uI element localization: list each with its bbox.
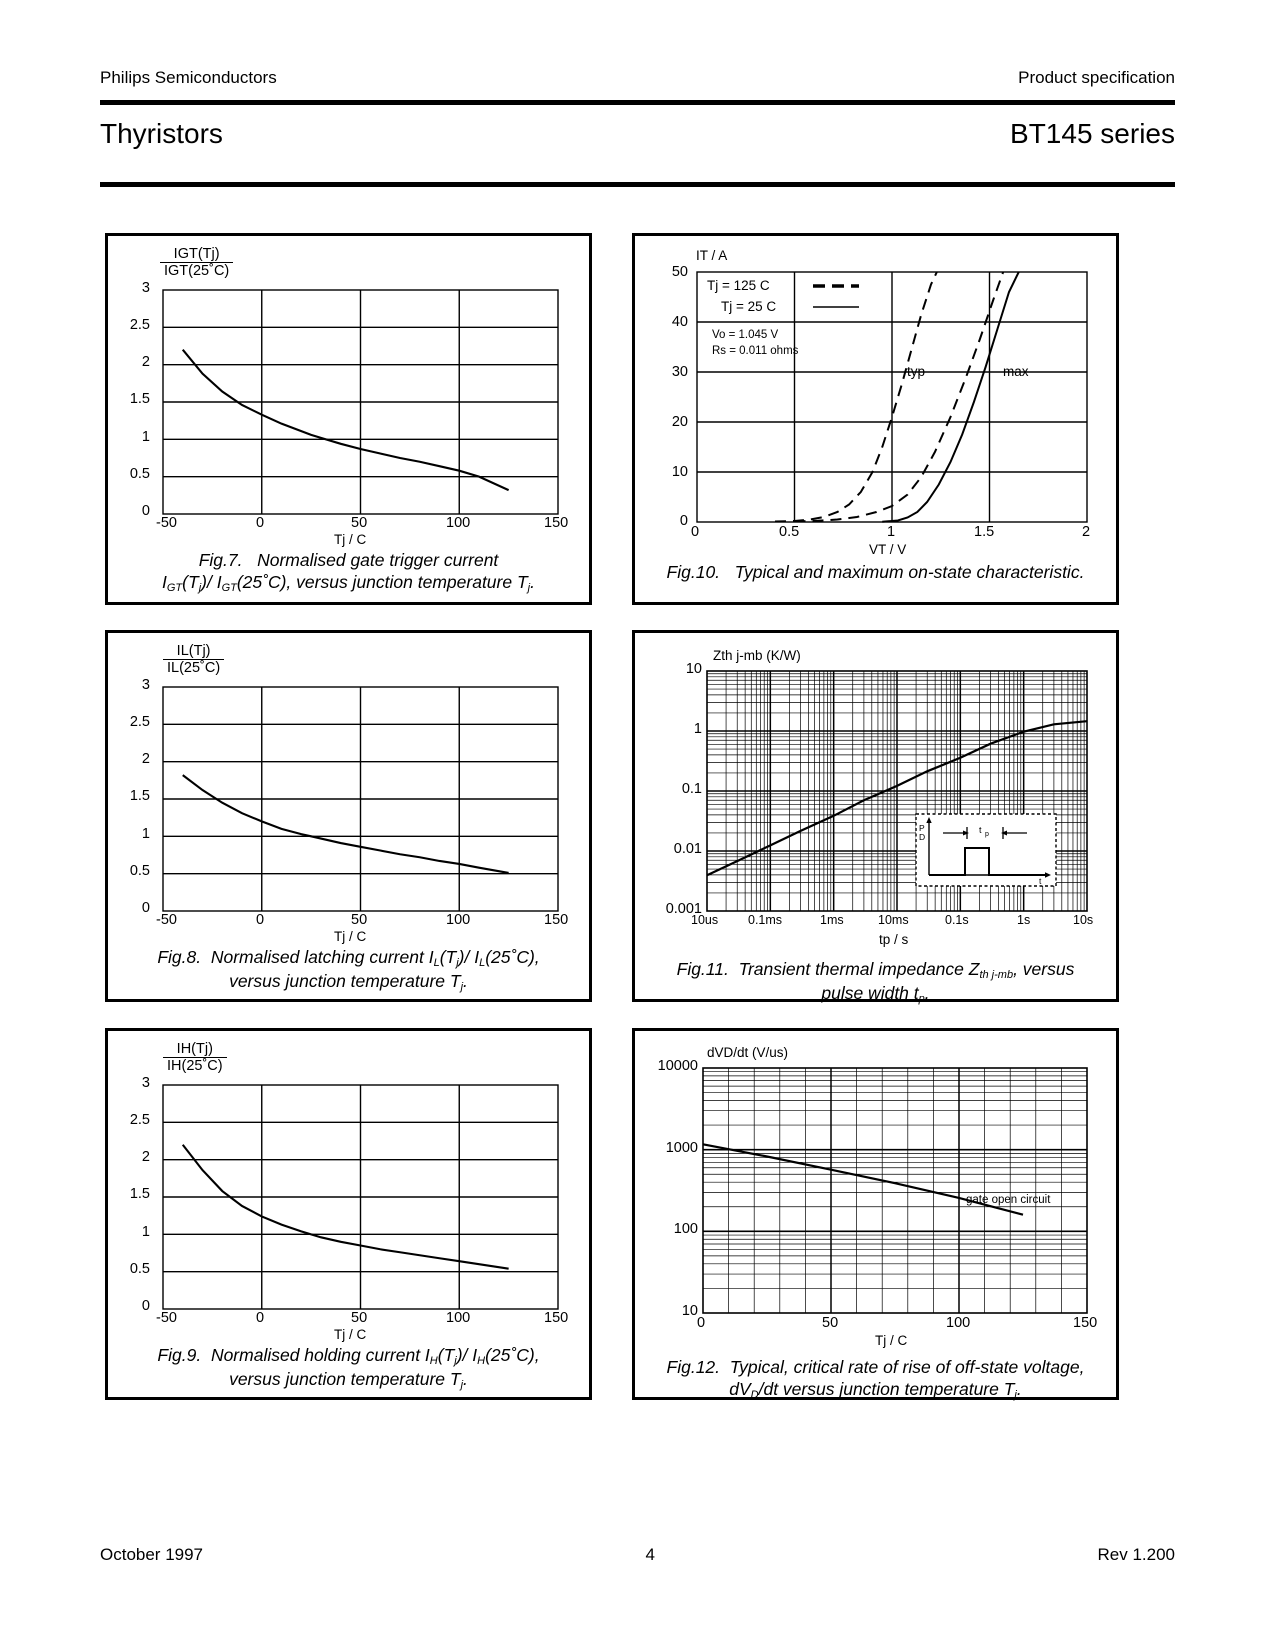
- fig8-c2b: .: [463, 971, 468, 992]
- fig11-ytick-10: 10: [685, 661, 702, 677]
- fig9-plot: [108, 1079, 595, 1324]
- part-number: BT145 series: [1010, 118, 1175, 149]
- fig7-xtick-150: 150: [544, 515, 569, 531]
- fig9-xtick-150: 150: [544, 1310, 569, 1326]
- figure-panel-fig12: [632, 1028, 1119, 1400]
- fig8-ytick-0: 0: [141, 900, 150, 916]
- fig9-c1s1: H: [429, 1355, 438, 1368]
- footer-date: October 1997: [100, 1545, 204, 1564]
- svg-text:D: D: [919, 832, 926, 842]
- fig9-ytick-2: 2: [141, 1149, 150, 1165]
- fig10-xtick-0: 0: [691, 524, 700, 540]
- fig9-x-axis-label: Tj / C: [334, 1327, 367, 1342]
- fig12-xtick-150: 150: [1073, 1315, 1098, 1331]
- fig12-xtick-0: 0: [697, 1315, 706, 1331]
- fig9-c1s2: j: [454, 1355, 457, 1368]
- fig10-ytick-30: 30: [671, 364, 688, 380]
- fig12-y-axis-label: dVD/dt (V/us): [707, 1045, 789, 1060]
- fig10-xtick-0.5: 0.5: [779, 524, 800, 540]
- fig11-c2a: pulse width t: [821, 983, 919, 1004]
- fig12-xtick-50: 50: [822, 1315, 839, 1331]
- fig7-ytick-1.5: 1.5: [129, 391, 150, 407]
- fig8-xtick-0: 0: [256, 912, 265, 928]
- fig8-c1s1: L: [433, 957, 440, 970]
- fig12-ytick-10000: 10000: [657, 1058, 698, 1074]
- fig8-c2s: j: [460, 981, 464, 994]
- fig8-ytick-1.5: 1.5: [129, 788, 150, 804]
- fig7-xtick-50: 50: [351, 515, 368, 531]
- fig12-c2c: .: [1016, 1379, 1022, 1400]
- fig11-xtick-1s: 1s: [1017, 913, 1031, 927]
- fig8-x-axis-label: Tj / C: [334, 929, 367, 944]
- fig11-c2b: .: [924, 983, 930, 1004]
- fig7-ytick-0: 0: [141, 503, 150, 519]
- fig7-c2c: )/ I: [201, 572, 222, 593]
- footer-page-number: 4: [645, 1545, 655, 1564]
- svg-text:P: P: [919, 823, 925, 833]
- fig11-x-axis-label: tp / s: [879, 932, 909, 947]
- fig12-number: Fig.12.: [666, 1357, 721, 1377]
- figure-panel-fig9: [105, 1028, 592, 1400]
- fig7-y-denominator: IGT(25˚C): [160, 262, 233, 279]
- fig7-xtick-0: 0: [256, 515, 265, 531]
- fig7-c2d: (25˚C), versus junction temperature T: [236, 572, 528, 593]
- fig12-ytick-10: 10: [681, 1303, 698, 1319]
- fig9-y-axis-label: [163, 1041, 227, 1074]
- fig9-c2b: .: [463, 1369, 468, 1390]
- fig9-c1b: (T: [437, 1345, 455, 1365]
- fig12-ytick-100: 100: [673, 1221, 698, 1237]
- fig12-annotation-gate-open-circuit: gate open circuit: [966, 1194, 1051, 1206]
- fig7-ytick-1: 1: [141, 429, 150, 445]
- fig8-y-axis-label: [163, 643, 224, 676]
- fig7-c2s4: j: [527, 582, 531, 595]
- fig8-ytick-2: 2: [141, 751, 150, 767]
- fig7-xtick-100: 100: [446, 515, 471, 531]
- fig9-ytick-0.5: 0.5: [129, 1261, 150, 1277]
- fig9-ytick-3: 3: [141, 1075, 150, 1091]
- fig11-caption: [635, 958, 1116, 1006]
- fig9-xtick-100: 100: [446, 1310, 471, 1326]
- fig11-c1a: Transient thermal impedance Z: [738, 959, 980, 979]
- fig10-ytick-50: 50: [671, 264, 688, 280]
- fig10-annotation-max: max: [1003, 364, 1029, 379]
- fig10-xtick-1: 1: [887, 524, 896, 540]
- fig8-plot: [108, 681, 595, 926]
- fig8-y-denominator: IL(25˚C): [163, 659, 224, 676]
- fig8-number: Fig.8.: [157, 947, 202, 967]
- fig8-xtick--50: -50: [156, 912, 177, 928]
- fig10-legend-label-125c: Tj = 125 C: [707, 278, 770, 293]
- fig11-c1s: th j-mb: [979, 969, 1014, 982]
- fig8-c1s3: L: [479, 957, 486, 970]
- fig7-number: Fig.7.: [198, 550, 243, 570]
- fig11-ytick-0.01: 0.01: [673, 841, 702, 857]
- fig10-caption: [635, 561, 1116, 583]
- fig11-number: Fig.11.: [676, 959, 729, 979]
- fig10-y-axis-label: IT / A: [696, 248, 728, 263]
- fig7-c2a: I: [162, 572, 167, 593]
- fig11-c2s: p: [918, 993, 925, 1006]
- fig8-xtick-150: 150: [544, 912, 569, 928]
- figure-panel-fig8: [105, 630, 592, 1002]
- fig9-number: Fig.9.: [157, 1345, 202, 1365]
- fig11-plot: [635, 666, 1122, 921]
- header-rule-bottom: [100, 182, 1175, 187]
- fig11-ytick-1: 1: [693, 721, 702, 737]
- fig9-ytick-1.5: 1.5: [129, 1186, 150, 1202]
- fig9-xtick-50: 50: [351, 1310, 368, 1326]
- fig8-xtick-100: 100: [446, 912, 471, 928]
- fig9-ytick-1: 1: [141, 1224, 150, 1240]
- fig9-caption: [108, 1344, 589, 1392]
- fig10-annotation-vo: Vo = 1.045 V: [712, 329, 779, 341]
- fig9-c1c: )/ I: [456, 1345, 478, 1365]
- fig10-annotation-typ: typ: [907, 364, 926, 379]
- fig11-ytick-0.1: 0.1: [681, 781, 702, 797]
- fig10-number: Fig.10.: [666, 562, 721, 582]
- fig10-ytick-40: 40: [671, 314, 688, 330]
- fig12-ytick-1000: 1000: [665, 1140, 698, 1156]
- fig8-ytick-0.5: 0.5: [129, 863, 150, 879]
- fig11-ytick-0.001: 0.001: [665, 901, 702, 917]
- fig9-ytick-2.5: 2.5: [129, 1112, 150, 1128]
- fig11-xtick-0.1s: 0.1s: [945, 913, 969, 927]
- page-title: Thyristors: [100, 118, 223, 149]
- fig9-xtick-0: 0: [256, 1310, 265, 1326]
- fig7-plot: [108, 284, 595, 529]
- fig7-y-numerator: IGT(Tj): [173, 246, 220, 262]
- fig8-y-numerator: IL(Tj): [176, 643, 211, 659]
- fig9-xtick--50: -50: [156, 1310, 177, 1326]
- fig7-c2b: (T: [182, 572, 199, 593]
- fig8-ytick-3: 3: [141, 677, 150, 693]
- fig8-xtick-50: 50: [351, 912, 368, 928]
- fig7-ytick-3: 3: [141, 280, 150, 296]
- fig11-xtick-1ms: 1ms: [820, 913, 844, 927]
- header-rule-top: [100, 100, 1175, 105]
- fig11-xtick-10s: 10s: [1073, 913, 1094, 927]
- fig8-c1s2: j: [456, 957, 459, 970]
- fig11-xtick-10us: 10us: [691, 913, 719, 927]
- fig7-xtick--50: -50: [156, 515, 177, 531]
- fig12-x-axis-label: Tj / C: [875, 1333, 908, 1348]
- fig10-ytick-10: 10: [671, 464, 688, 480]
- fig12-caption-line1: Typical, critical rate of rise of off-state voltage,: [729, 1357, 1085, 1377]
- fig9-ytick-0: 0: [141, 1298, 150, 1314]
- fig11-xtick-0.1ms: 0.1ms: [748, 913, 783, 927]
- footer: [100, 1545, 1175, 1565]
- fig7-c2e: .: [530, 572, 535, 593]
- fig8-c1b: (T: [439, 947, 457, 967]
- fig10-plot: [635, 266, 1122, 536]
- fig12-c2b: /dt versus junction temperature T: [758, 1379, 1015, 1400]
- fig12-c2s: D: [750, 1389, 759, 1402]
- fig9-c1d: (25˚C),: [485, 1345, 540, 1365]
- figure-panel-fig11: [632, 630, 1119, 1006]
- fig9-c1s3: H: [477, 1355, 486, 1368]
- fig8-ytick-2.5: 2.5: [129, 714, 150, 730]
- fig8-ytick-1: 1: [141, 826, 150, 842]
- fig7-ytick-0.5: 0.5: [129, 466, 150, 482]
- fig8-caption: [108, 946, 589, 994]
- fig9-c1a: Normalised holding current I: [210, 1345, 430, 1365]
- fig7-c2s2: j: [198, 582, 202, 595]
- header-title-row: [100, 118, 1175, 150]
- fig12-c2s2: j: [1014, 1389, 1017, 1402]
- fig8-c1a: Normalised latching current I: [210, 947, 434, 967]
- header-company: Philips Semiconductors: [100, 68, 277, 87]
- fig7-caption: [108, 549, 589, 596]
- fig8-c2a: versus junction temperature T: [229, 971, 461, 992]
- figure-panel-fig10: [632, 233, 1119, 605]
- fig12-c2a: dV: [729, 1379, 751, 1400]
- fig11-c1b: , versus: [1013, 959, 1075, 979]
- fig8-c1d: (25˚C),: [485, 947, 540, 967]
- fig7-c2s3: GT: [221, 582, 237, 595]
- fig10-annotation-rs: Rs = 0.011 ohms: [712, 345, 799, 357]
- fig10-x-axis-label: VT / V: [869, 542, 907, 557]
- svg-text:t: t: [1039, 876, 1042, 886]
- fig10-xtick-2: 2: [1082, 524, 1091, 540]
- footer-revision: Rev 1.200: [1097, 1545, 1175, 1564]
- fig12-caption: [635, 1356, 1116, 1403]
- fig7-caption-line1: Normalised gate trigger current: [257, 550, 499, 570]
- svg-text:t: t: [979, 825, 982, 835]
- fig9-y-denominator: IH(25˚C): [163, 1057, 227, 1074]
- fig10-ytick-0: 0: [679, 513, 688, 529]
- fig10-ytick-20: 20: [671, 414, 688, 430]
- fig7-x-axis-label: Tj / C: [334, 532, 367, 547]
- fig12-plot: [635, 1063, 1122, 1325]
- fig12-xtick-100: 100: [946, 1315, 971, 1331]
- fig10-caption-line1: Typical and maximum on-state characteristic.: [734, 562, 1085, 582]
- fig8-c1c: )/ I: [458, 947, 480, 967]
- figure-panel-fig7: [105, 233, 592, 605]
- fig10-legend-label-25c: Tj = 25 C: [721, 299, 777, 314]
- fig9-y-numerator: IH(Tj): [176, 1041, 213, 1057]
- svg-text:p: p: [985, 831, 989, 838]
- fig9-c2a: versus junction temperature T: [229, 1369, 461, 1390]
- fig7-y-axis-label: [160, 246, 233, 279]
- fig11-xtick-10ms: 10ms: [878, 913, 909, 927]
- fig7-c2s1: GT: [166, 582, 183, 595]
- fig9-c2s: j: [460, 1379, 464, 1392]
- fig11-y-axis-label: Zth j-mb (K/W): [713, 648, 801, 663]
- fig7-ytick-2: 2: [141, 354, 150, 370]
- fig10-xtick-1.5: 1.5: [974, 524, 995, 540]
- header-doctype: Product specification: [1018, 68, 1175, 87]
- header-top-row: [100, 68, 1175, 88]
- fig7-ytick-2.5: 2.5: [129, 317, 150, 333]
